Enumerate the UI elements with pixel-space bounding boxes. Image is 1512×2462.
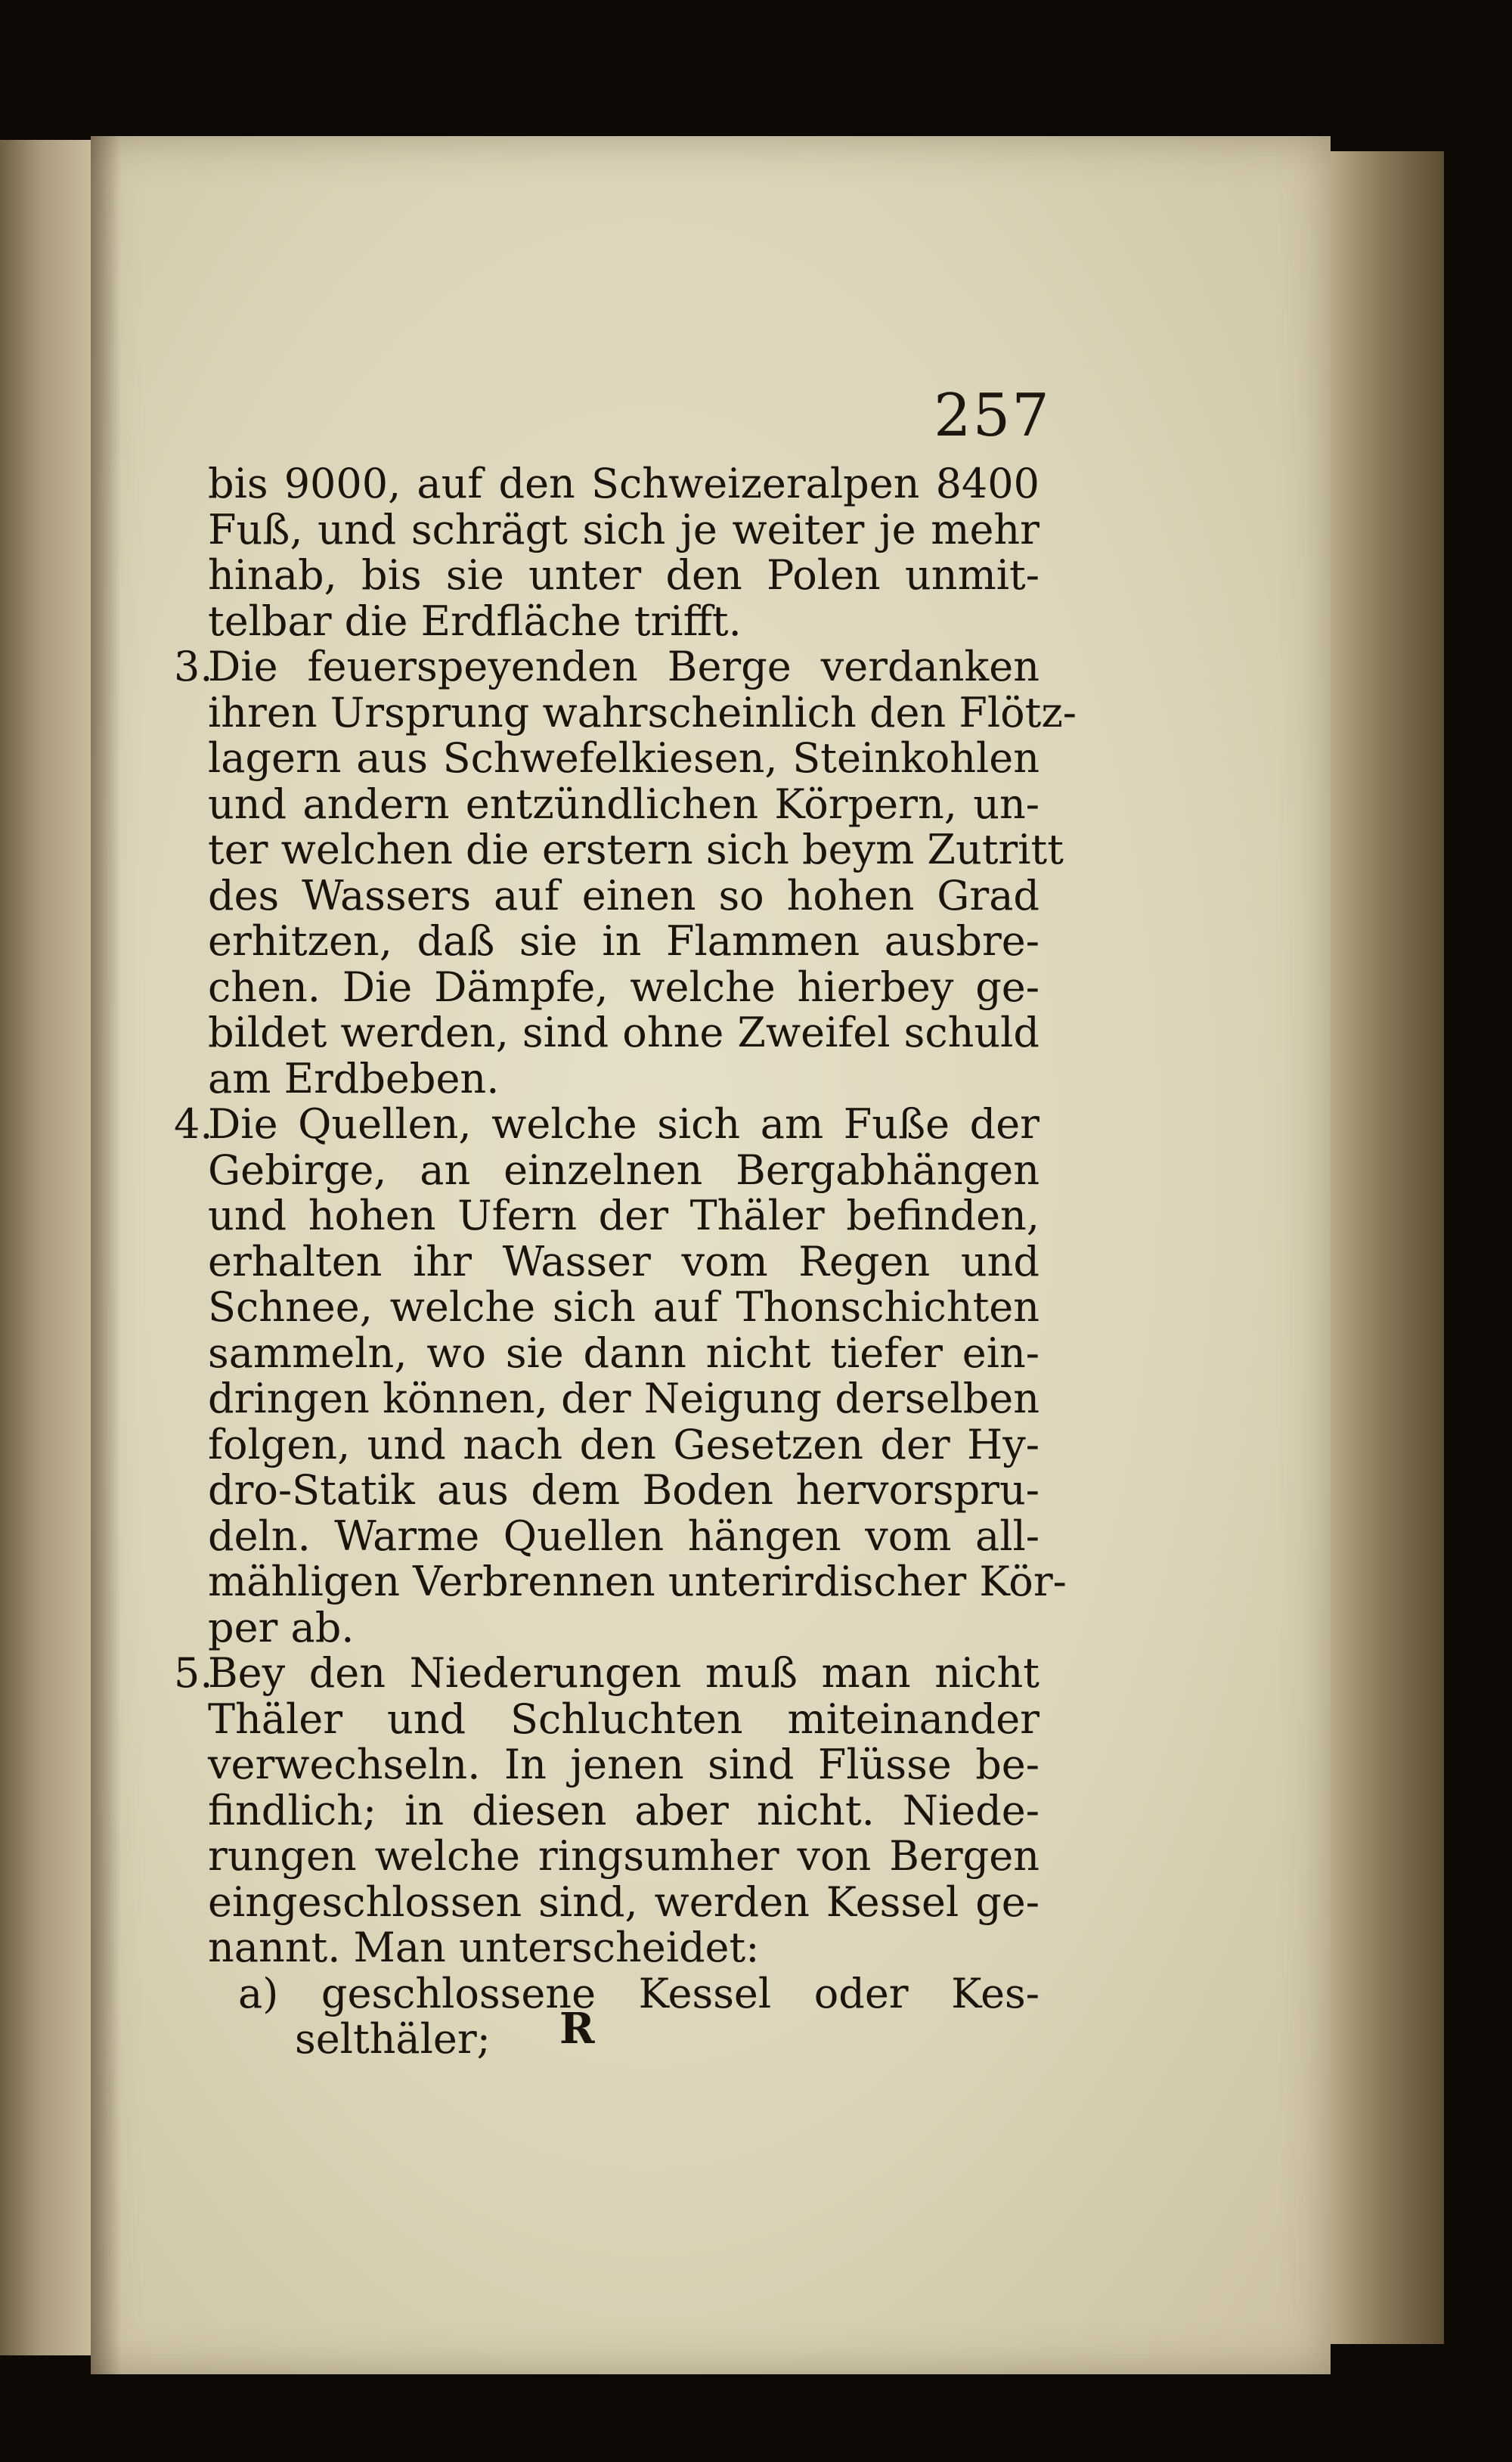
list-number-4: 4. bbox=[174, 1100, 213, 1148]
page-stack-edge bbox=[1331, 151, 1444, 2344]
text-line: Gebirge, an einzelnen Bergabhängen bbox=[208, 1146, 1040, 1194]
list-item-5-line: 5.Bey den Niederungen muß man nicht bbox=[174, 1649, 1040, 1697]
text-line: und hohen Ufern der Thäler befinden, bbox=[208, 1192, 1040, 1239]
sub-item-label-a: a) bbox=[238, 1969, 279, 2017]
list-item-3-line: 3.Die feuerspeyenden Berge verdanken bbox=[174, 643, 1040, 690]
list-number-5: 5. bbox=[174, 1649, 213, 1697]
text-line: folgen, und nach den Gesetzen der Hy- bbox=[208, 1420, 1040, 1468]
page-number: 257 bbox=[934, 382, 1051, 450]
text-line: per ab. bbox=[208, 1603, 355, 1651]
text-line: erhalten ihr Wasser vom Regen und bbox=[208, 1237, 1040, 1285]
text-line: und andern entzündlichen Körpern, un- bbox=[208, 780, 1040, 828]
list-item-4-line: 4.Die Quellen, welche sich am Fuße der bbox=[174, 1100, 1040, 1148]
text-line: rungen welche ringsumher von Bergen bbox=[208, 1832, 1040, 1880]
text-line: mähligen Verbrennen unterirdischer Kör- bbox=[208, 1558, 1067, 1605]
sub-item-a-line: a) geschlossene Kessel oder Kes- bbox=[238, 1969, 1040, 2017]
body-text bbox=[174, 460, 1077, 2063]
text-line: nannt. Man unterscheidet: bbox=[208, 1924, 760, 1971]
preceding-page-edges bbox=[0, 140, 95, 2355]
text-line: Thäler und Schluchten miteinander bbox=[208, 1695, 1040, 1743]
text-line: eingeschlossen sind, werden Kessel ge- bbox=[208, 1878, 1040, 1926]
text-line: des Wassers auf einen so hohen Grad bbox=[208, 871, 1040, 919]
text-line: ihren Ursprung wahrscheinlich den Flötz- bbox=[208, 688, 1077, 736]
text-line: findlich; in diesen aber nicht. Niede- bbox=[208, 1786, 1040, 1834]
text-line: bildet werden, sind ohne Zweifel schuld bbox=[208, 1009, 1040, 1056]
text-line: chen. Die Dämpfe, welche hierbey ge- bbox=[208, 963, 1040, 1011]
text-line: bis 9000, auf den Schweizeralpen 8400 bbox=[208, 460, 1040, 507]
text-line: am Erdbeben. bbox=[208, 1054, 500, 1102]
text-line: telbar die Erdfläche trifft. bbox=[208, 597, 742, 645]
text-line: Schnee, welche sich auf Thonschichten bbox=[208, 1283, 1040, 1331]
page-gutter-shadow bbox=[91, 136, 121, 2374]
text-line: ter welchen die erstern sich beym Zutritt bbox=[208, 826, 1064, 873]
catchword: R bbox=[559, 2004, 595, 2054]
text-line: erhitzen, daß sie in Flammen ausbre- bbox=[208, 917, 1040, 965]
text-line: deln. Warme Quellen hängen vom all- bbox=[208, 1512, 1040, 1560]
text-line: dro-Statik aus dem Boden hervorspru- bbox=[208, 1466, 1040, 1514]
text-line: sammeln, wo sie dann nicht tiefer ein- bbox=[208, 1329, 1040, 1377]
list-number-3: 3. bbox=[174, 643, 213, 690]
text-line: selthäler; bbox=[295, 2015, 491, 2063]
text-line: lagern aus Schwefelkiesen, Steinkohlen bbox=[208, 734, 1040, 782]
text-line: hinab, bis sie unter den Polen unmit- bbox=[208, 551, 1040, 599]
text-line: dringen können, der Neigung derselben bbox=[208, 1375, 1040, 1422]
text-line: Fuß, und schrägt sich je weiter je mehr bbox=[208, 505, 1040, 553]
text-line: verwechseln. In jenen sind Flüsse be- bbox=[208, 1741, 1040, 1788]
